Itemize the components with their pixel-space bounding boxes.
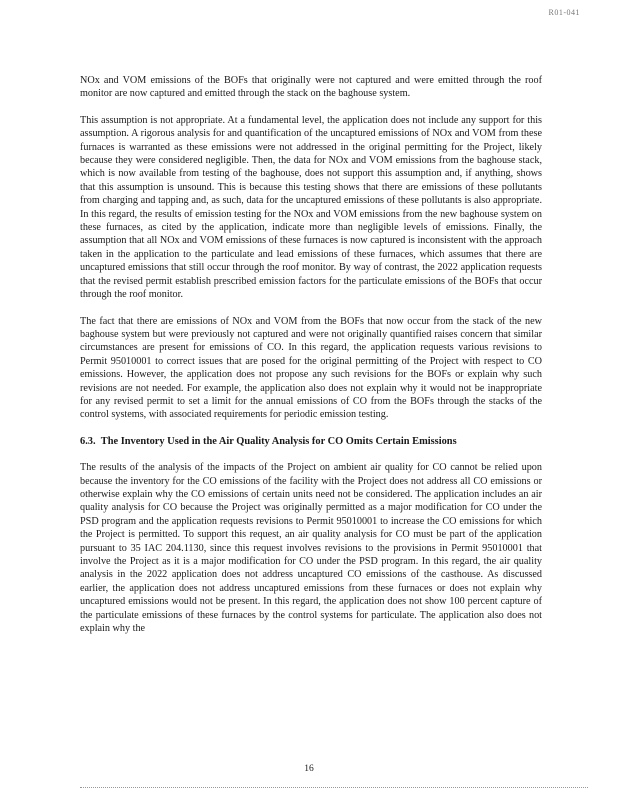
paragraph: NOx and VOM emissions of the BOFs that originally were not captured and were emitted through the roof monitor are now captured and emitted through the stack on the baghouse system. [80,75,542,100]
document-code: R01-041 [548,8,580,17]
paragraph: The fact that there are emissions of NOx and VOM from the BOFs that now occur from the stack of the new baghouse system but were previously not captured and were not originally quantified raises concern that similar circumstances are present for emissions of CO. In this regard, the application requests various revisions to Permit 95010001 to correct issues that are posed for the original permitting of the Project with respect to CO emissions. However, the application does not propose any such revisions for the BOFs or explain why such revisions are not needed. For example, the application also does not explain why it would not be inappropriate for any revised permit to set a limit for the annual emissions of CO from the BOFs through the stacks of the control systems, with associated requirements for periodic emission testing. [80,315,542,421]
section-heading [80,435,542,448]
page-number: 16 [304,764,314,774]
section-number: 6.3. [80,435,96,447]
document-body [80,74,542,648]
paragraph: The results of the analysis of the impacts of the Project on ambient air quality for CO cannot be relied upon because the inventory for the CO emissions of the facility with the Project does not address all CO emissions or otherwise explain why the CO emissions of certain units need not be considered. The application includes an air quality analysis for CO because the Project was originally permitted as a major modification for CO under the PSD program and the application requests revisions to Permit 95010001 to increase the CO emissions for which the Project is permitted. To support this request, an air quality analysis for CO must be part of the application pursuant to 35 IAC 204.1130, since this request involves revisions to the provisions in Permit 95010001 that involve the Project as it is a major modification for CO under the PSD program. In this regard, the air quality analysis in the 2022 application does not address uncaptured CO emissions of the casthouse. As discussed earlier, the application does not address uncaptured emissions from these furnaces or does not explain why uncaptured emissions would not be present. In this regard, the application does not show 100 percent capture of the particulate emissions of these furnaces by the control systems for particulate. The application also does not explain why the [80,462,542,635]
paragraph: This assumption is not appropriate. At a fundamental level, the application does not include any support for this assumption. A rigorous analysis for and quantification of the uncaptured emissions of NOx and VOM from these furnaces is warranted as these emissions were not addressed in the original permitting for the Project, likely because they were considered negligible. Then, the data for NOx and VOM emissions from the baghouse stack, which is now available from testing of the baghouse, does not support this assumption and, if anything, shows that this assumption is unsound. This is because this testing shows that there are emissions of these pollutants from charging and tapping and, as such, data for the uncaptured emissions of these pollutants is also appropriate. In this regard, the results of emission testing for the NOx and VOM emissions from the new baghouse system on these furnaces, as cited by the application, indicate more than negligible levels of emissions. Finally, the assumption that all NOx and VOM emissions of these furnaces is now captured is inconsistent with the approach taken in the application to the particulate and lead emissions of these furnaces, which assumes that there are uncaptured emissions that still occur through the roof monitor. By way of contrast, the 2022 application requests that the revised permit establish prescribed emission factors for the particulate emissions of the BOFs that occur through the roof monitor. [80,114,542,301]
section-title: The Inventory Used in the Air Quality Analysis for CO Omits Certain Emissions [100,435,457,447]
footer-rule [80,787,588,788]
